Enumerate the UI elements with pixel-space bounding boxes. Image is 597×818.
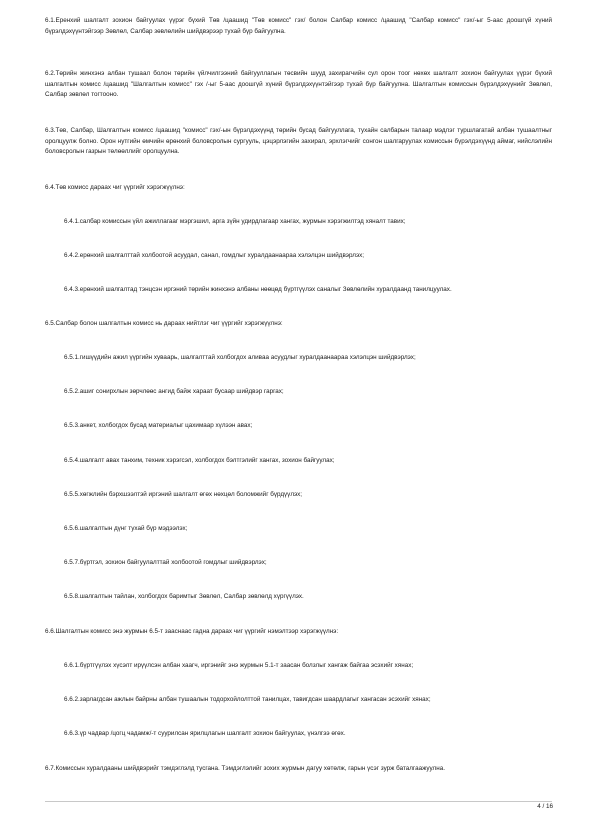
page-separator: /: [542, 803, 545, 810]
paragraph-6-5-7: 6.5.7.бүртгэл, зохион байгуулалттай холбоотой гомдлыг шийдвэрлэх;: [64, 559, 267, 566]
paragraph-6-4-2: 6.4.2.ерөнхий шалгалттай холбоотой асуудал, санал, гомдлыг хуралдаанаараа хэлэлцэн шийдвэрлэх;: [64, 252, 365, 259]
paragraph-6-6-3: 6.6.3.үр чадвар /цогц чадамж/-т суурилсан ярилцлагын шалгалт зохион байгуулах, үнэлгээ өгөх.: [64, 730, 346, 737]
paragraph-6-5: 6.5.Салбар болон шалгалтын комисс нь дараах нийтлэг чиг үүргийг хэрэгжүүлнэ:: [45, 320, 283, 327]
paragraph-6-4-3: 6.4.3.ерөнхий шалгалтад тэнцсэн иргэний төрийн жинхэнэ албаны нөөцөд бүртгүүлэх саналыг Зөвлөлийн хуралдаанд танилцуулах.: [64, 286, 452, 293]
page-current: 4: [537, 803, 541, 810]
paragraph-6-3: 6.3.Төв, Салбар, Шалгалтын комисс /цаашид "комисс" гэх/-ын бүрэлдэхүүнд төрийн бусад байгууллага, тухайн салбарын талаар мэдлэг туршлагатай албан тушаалтныг оролцуулж болно. Орон нутгийн өмчийн өрөнхий боловсролын сургууль, цэцэрлэгийн захирал, эрхлэгчийг сонгон шалгаруулах комиссын бүрэлдэхүүнд аймаг, нийслэлийн боловсролын газрын төлөөллийг оролцуулна.: [45, 127, 552, 156]
paragraph-6-5-5: 6.5.5.хөгжлийн бэрхшээлтэй иргэний шалгалт өгөх нөхцөл боломжийг бүрдүүлэх;: [64, 491, 303, 498]
paragraph-6-6: 6.6.Шалгалтын комисс энэ журмын 6.5-т зааснаас гадна дараах чиг үүргийг нэмэлтээр хэрэгжүүлнэ:: [45, 628, 339, 635]
paragraph-6-5-8: 6.5.8.шалгалтын тайлан, холбогдох баримтыг Зөвлөл, Салбар зөвлөлд хүргүүлэх.: [64, 593, 304, 600]
paragraph-6-1: 6.1.Еренхий шалгалт зохион байгуулах үүрэг бүхий Төв /цаашид "Төв комисс" гэх/ болон Салбар комисс /цаашид "Салбар комисс" гэх/-ыг 5-аас доошгүй хүний бүрэлдэхүүнтэйгээр Зөвлөл, Салбар зөвлөлийн шийдвэрээр тухай бүр байгуулна.: [45, 17, 552, 35]
paragraph-6-7: 6.7.Комиссын хуралдааны шийдвэрийг тэмдэглэлд тусгана. Тэмдэглэлийг зохих журмын дагуу хөтөлж, гарын үсэг зурж баталгаажуулна.: [45, 765, 445, 772]
paragraph-6-5-6: 6.5.6.шалгалтын дүнг тухай бүр мэдээлэх;: [64, 525, 188, 532]
footer-divider: [45, 801, 552, 802]
paragraph-6-5-4: 6.5.4.шалгалт авах танхим, техник хэрэгсэл, холбогдох бэлтгэлийг хангах, зохион байгуулах;: [64, 457, 335, 464]
paragraph-6-6-1: 6.6.1.бүртгүүлэх хүсэлт ирүүлсэн албан хаагч, иргэнийг энэ журмын 5.1-т заасан болзлыг хангаж байгаа эсэхийг хянах;: [64, 662, 414, 669]
page-number: [537, 802, 553, 811]
paragraph-6-4: 6.4.Төв комисс дараах чиг үүргийг хэрэгжүүлнэ:: [45, 184, 185, 191]
paragraph-6-4-1: 6.4.1.салбар комиссын үйл ажиллагааг мэргэшил, арга зүйн удирдлагаар хангах, журмын хэрэгжилтэд хяналт тавих;: [64, 218, 406, 225]
paragraph-6-5-3: 6.5.3.анкет, холбогдох бусад материалыг цахимаар хүлээн авах;: [64, 422, 253, 429]
paragraph-6-6-2: 6.6.2.зарлагдсан ажлын байрны албан тушаалын тодорхойлолттой танилцах, тавигдсан шаардлагыг хангасан эсэхийг хянах;: [64, 696, 431, 703]
paragraph-6-5-1: 6.5.1.гишүүдийн ажил үүргийн хуваарь, шалгалттай холбогдох аливаа асуудлыг хуралдаанаараа хэлэлцэн шийдвэрлэх;: [64, 354, 416, 361]
page-total: 16: [545, 803, 553, 810]
paragraph-6-2: 6.2.Төрийн жинхэнэ албан тушаал болон төрийн үйлчилгээний байгууллагын төсвийн шууд захирагчийн сул орон тоог нөхөх шалгалт зохион байгуулах үүрэг бүхий шалгалтын комисс /цаашид "Шалгалтын комисс" гэх /-ыг 5-аас доошгүй хүний бүрэлдэхүүнтэйгээр тухай бүр байгуулна. Шалгалтын комиссын бүрэлдэхүүнийг Зөвлөл, Салбар зөвлөл тогтооно.: [45, 70, 552, 99]
paragraph-6-5-2: 6.5.2.ашиг сонирхлын зөрчлөөс ангид байж хараат бусаар шийдвэр гаргах;: [64, 388, 284, 395]
